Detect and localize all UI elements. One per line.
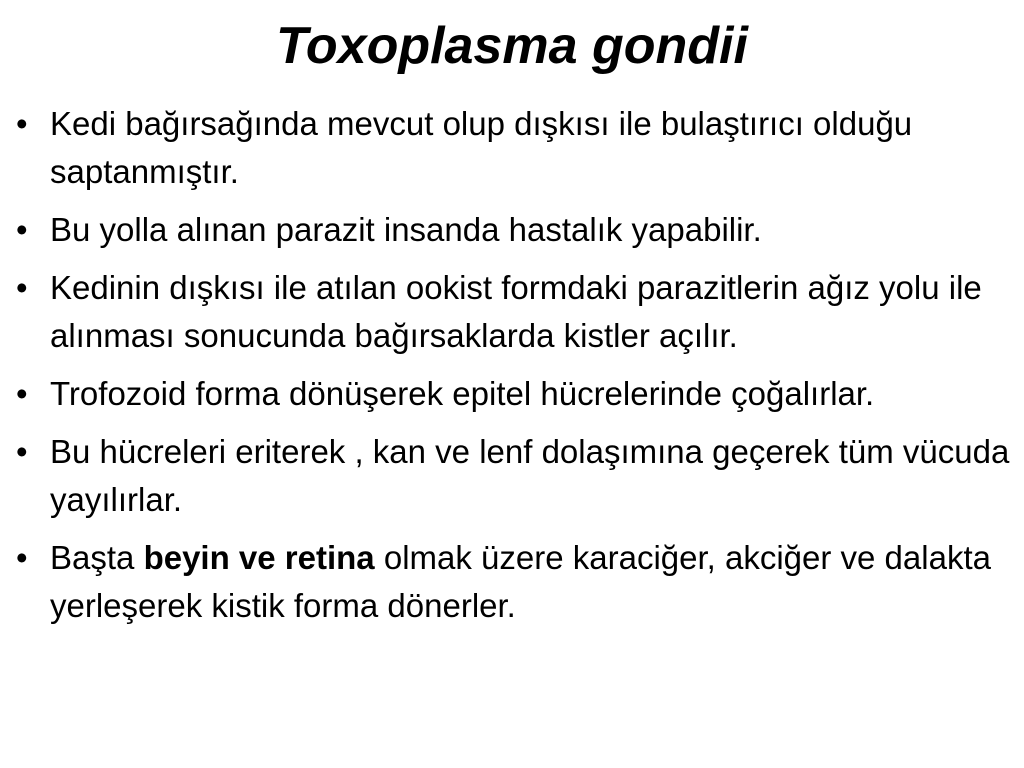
bullet-icon: • — [16, 211, 28, 248]
bullet-item — [12, 428, 1012, 524]
bullet-item — [12, 534, 1012, 630]
bullet-text-pre: Başta — [50, 539, 144, 576]
bullet-item — [12, 206, 1012, 254]
bullet-item — [12, 100, 1012, 196]
bullet-icon: • — [16, 433, 28, 470]
bullet-text: Bu hücreleri eriterek , kan ve lenf dolaşımına geçerek tüm vücuda yayılırlar. — [50, 433, 1010, 518]
bullet-list — [12, 100, 1012, 640]
bullet-icon: • — [16, 269, 28, 306]
bullet-text-post: olmak üzere karaciğer, akciğer ve dalakta yerleşerek kistik forma dönerler. — [50, 539, 991, 624]
bullet-text: Kedinin dışkısı ile atılan ookist formdaki parazitlerin ağız yolu ile alınması sonucunda bağırsaklarda kistler açılır. — [50, 269, 982, 354]
bullet-text: Trofozoid forma dönüşerek epitel hücrelerinde çoğalırlar. — [50, 375, 875, 412]
bullet-icon: • — [16, 105, 28, 142]
bullet-item — [12, 264, 1012, 360]
bullet-text — [50, 539, 991, 624]
bullet-text: Bu yolla alınan parazit insanda hastalık yapabilir. — [50, 211, 762, 248]
bullet-text: Kedi bağırsağında mevcut olup dışkısı ile bulaştırıcı olduğu saptanmıştır. — [50, 105, 913, 190]
slide-title: Toxoplasma gondii — [276, 17, 748, 75]
bullet-icon: • — [16, 375, 28, 412]
bullet-text-bold: beyin ve retina — [143, 539, 375, 576]
bullet-icon: • — [16, 539, 28, 576]
bullet-item — [12, 370, 1012, 418]
